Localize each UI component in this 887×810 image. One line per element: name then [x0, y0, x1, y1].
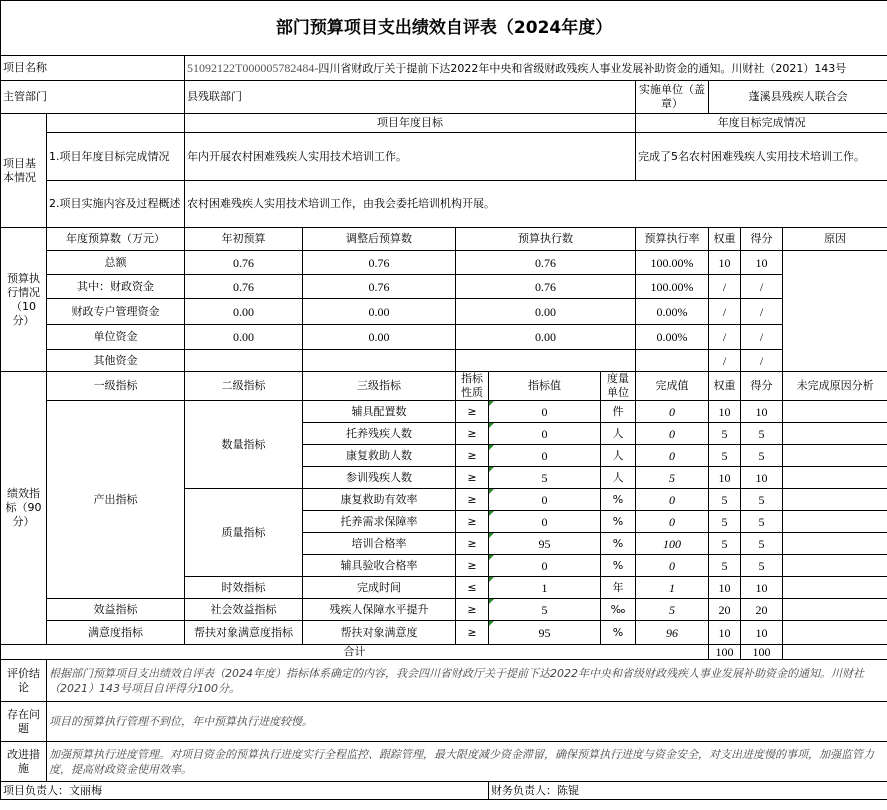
- header-initial-budget: 年初预算: [185, 228, 303, 251]
- unfinished-reason: [783, 621, 887, 645]
- indicator-nature: ≥: [456, 511, 489, 533]
- dept-label: 主管部门: [1, 81, 185, 114]
- indicator-nature: ≥: [456, 445, 489, 467]
- target-value: 5: [489, 467, 601, 489]
- execution-rate: 0.00%: [636, 325, 709, 350]
- table-row: [1, 275, 887, 299]
- level3-indicator: 托养残疾人数: [303, 423, 456, 445]
- problems-label: 存在问题: [1, 702, 47, 742]
- budget-item-label: 单位资金: [47, 325, 185, 350]
- budget-weight: /: [709, 275, 741, 299]
- level3-indicator: 残疾人保障水平提升: [303, 599, 456, 621]
- total-reason: [783, 645, 887, 660]
- goal-completion-label: 1.项目年度目标完成情况: [47, 133, 185, 181]
- level3-indicator: 完成时间: [303, 577, 456, 599]
- header-score: 得分: [741, 372, 783, 401]
- annual-goal-header: 项目年度目标: [185, 114, 636, 133]
- header-actual: 完成值: [636, 372, 709, 401]
- actual-value: 96: [636, 621, 709, 645]
- project-name-text: 四川省财政厅关于提前下达2022年中央和省级财政残疾人事业发展补助资金的通知。川财社（2021）143号: [318, 61, 847, 75]
- indicator-nature: ≥: [456, 555, 489, 577]
- budget-item-label: 其他资金: [47, 350, 185, 372]
- table-row: [1, 325, 887, 350]
- unfinished-reason: [783, 533, 887, 555]
- budget-item-label: 财政专户管理资金: [47, 299, 185, 325]
- executed-amount: 0.00: [456, 325, 636, 350]
- budget-weight: /: [709, 350, 741, 372]
- executed-amount: 0.76: [456, 251, 636, 275]
- target-value: 0: [489, 489, 601, 511]
- actual-value: 5: [636, 599, 709, 621]
- target-value: 0: [489, 511, 601, 533]
- measure-unit: 人: [601, 423, 636, 445]
- indicator-weight: 20: [709, 599, 741, 621]
- header-annual-budget: 年度预算数（万元）: [47, 228, 185, 251]
- level2-indicator: 数量指标: [185, 401, 303, 489]
- actual-value: 0: [636, 489, 709, 511]
- conclusion-text: 根据部门预算项目支出绩效自评表（2024年度）指标体系确定的内容，我会四川省财政厅关于提前下达2022年中央和省级财政残疾人事业发展补助资金的通知。川财社（2021）143号项目自评得分100分。: [47, 660, 887, 702]
- target-value: 1: [489, 577, 601, 599]
- indicator-weight: 10: [709, 467, 741, 489]
- table-row: [1, 251, 887, 275]
- indicator-weight: 5: [709, 533, 741, 555]
- budget-score: /: [741, 350, 783, 372]
- total-label: 合计: [1, 645, 709, 660]
- indicator-weight: 10: [709, 621, 741, 645]
- header-weight: 权重: [709, 372, 741, 401]
- target-value: 95: [489, 533, 601, 555]
- measure-unit: 人: [601, 467, 636, 489]
- table-row: [1, 372, 887, 401]
- target-value: 0: [489, 555, 601, 577]
- initial-budget: 0.76: [185, 275, 303, 299]
- level3-indicator: 培训合格率: [303, 533, 456, 555]
- execution-rate: 0.00%: [636, 299, 709, 325]
- measure-unit: %: [601, 533, 636, 555]
- table-row: [1, 350, 887, 372]
- measure-unit: 人: [601, 445, 636, 467]
- header-level1: 一级指标: [47, 372, 185, 401]
- goal-done-header: 年度目标完成情况: [636, 114, 887, 133]
- budget-score: /: [741, 275, 783, 299]
- impl-unit-label: 实施单位（盖章）: [636, 81, 709, 114]
- header-level2: 二级指标: [185, 372, 303, 401]
- annual-goal-text: 年内开展农村困难残疾人实用技术培训工作。: [185, 133, 636, 181]
- indicator-score: 10: [741, 577, 783, 599]
- target-value: 95: [489, 621, 601, 645]
- table-row: [1, 645, 887, 660]
- header-target: 指标值: [489, 372, 601, 401]
- level2-indicator: 时效指标: [185, 577, 303, 599]
- measure-unit: %: [601, 555, 636, 577]
- budget-item-label: 其中：财政资金: [47, 275, 185, 299]
- implementation-label: 2.项目实施内容及过程概述: [47, 181, 185, 228]
- indicator-nature: ≤: [456, 577, 489, 599]
- conclusion-label: 评价结论: [1, 660, 47, 702]
- improve-label: 改进措施: [1, 742, 47, 782]
- project-owner: 项目负责人：文丽梅: [1, 782, 489, 800]
- table-row: [1, 599, 887, 621]
- measure-unit: 件: [601, 401, 636, 423]
- target-value: 0: [489, 423, 601, 445]
- unfinished-reason: [783, 577, 887, 599]
- basic-info-label: 项目基本情况: [1, 114, 47, 228]
- initial-budget: [185, 350, 303, 372]
- indicator-score: 5: [741, 489, 783, 511]
- table-row: [1, 702, 887, 742]
- indicator-nature: ≥: [456, 533, 489, 555]
- budget-section-label: 预算执行情况（10分）: [1, 228, 47, 372]
- indicator-score: 10: [741, 621, 783, 645]
- indicator-nature: ≥: [456, 489, 489, 511]
- unfinished-reason: [783, 401, 887, 423]
- header-reason: 未完成原因分析: [783, 372, 887, 401]
- level3-indicator: 辅具验收合格率: [303, 555, 456, 577]
- measure-unit: %: [601, 489, 636, 511]
- adjusted-budget: 0.00: [303, 325, 456, 350]
- measure-unit: %: [601, 621, 636, 645]
- improve-text: 加强预算执行进度管理。对项目资金的预算执行进度实行全程监控、跟踪管理，最大限度减少资金滞留，确保预算执行进度与资金安全，对支出进度慢的事项，加强监管力度，提高财政资金使用效率。: [47, 742, 887, 782]
- header-level3: 三级指标: [303, 372, 456, 401]
- indicator-score: 5: [741, 533, 783, 555]
- impl-unit-value: 蓬溪县残疾人联合会: [709, 81, 887, 114]
- budget-weight: /: [709, 325, 741, 350]
- execution-rate: 100.00%: [636, 275, 709, 299]
- empty-cell: [47, 114, 185, 133]
- performance-section-label: 绩效指标（90分）: [1, 372, 47, 645]
- executed-amount: 0.00: [456, 299, 636, 325]
- header-nature: 指标性质: [456, 372, 489, 401]
- executed-amount: [456, 350, 636, 372]
- table-row: [1, 621, 887, 645]
- dept-value: 县残联部门: [185, 81, 636, 114]
- project-code: 51092122T000005782484-: [187, 60, 319, 75]
- initial-budget: 0.76: [185, 251, 303, 275]
- implementation-text: 农村困难残疾人实用技术培训工作，由我会委托培训机构开展。: [185, 181, 887, 228]
- level2-indicator: 帮扶对象满意度指标: [185, 621, 303, 645]
- indicator-nature: ≥: [456, 599, 489, 621]
- table-row: [1, 782, 887, 800]
- initial-budget: 0.00: [185, 325, 303, 350]
- indicator-nature: ≥: [456, 467, 489, 489]
- indicator-score: 5: [741, 511, 783, 533]
- budget-reason: [783, 251, 887, 372]
- budget-score: 10: [741, 251, 783, 275]
- executed-amount: 0.76: [456, 275, 636, 299]
- unfinished-reason: [783, 489, 887, 511]
- indicator-weight: 10: [709, 577, 741, 599]
- indicator-score: 5: [741, 423, 783, 445]
- actual-value: 0: [636, 511, 709, 533]
- unfinished-reason: [783, 511, 887, 533]
- header-weight: 权重: [709, 228, 741, 251]
- adjusted-budget: 0.76: [303, 251, 456, 275]
- actual-value: 0: [636, 555, 709, 577]
- indicator-weight: 5: [709, 445, 741, 467]
- level3-indicator: 托养需求保障率: [303, 511, 456, 533]
- execution-rate: [636, 350, 709, 372]
- unfinished-reason: [783, 445, 887, 467]
- target-value: 0: [489, 445, 601, 467]
- total-score: 100: [741, 645, 783, 660]
- initial-budget: 0.00: [185, 299, 303, 325]
- budget-weight: /: [709, 299, 741, 325]
- adjusted-budget: 0.00: [303, 299, 456, 325]
- adjusted-budget: [303, 350, 456, 372]
- header-adjusted-budget: 调整后预算数: [303, 228, 456, 251]
- indicator-score: 20: [741, 599, 783, 621]
- table-row: [1, 401, 887, 423]
- indicator-nature: ≥: [456, 621, 489, 645]
- level3-indicator: 康复救助人数: [303, 445, 456, 467]
- indicator-score: 10: [741, 401, 783, 423]
- header-executed: 预算执行数: [456, 228, 636, 251]
- measure-unit: ‰: [601, 599, 636, 621]
- unfinished-reason: [783, 555, 887, 577]
- indicator-weight: 5: [709, 555, 741, 577]
- finance-owner: 财务负责人：陈锟: [489, 782, 887, 800]
- budget-item-label: 总额: [47, 251, 185, 275]
- indicator-weight: 5: [709, 423, 741, 445]
- level2-indicator: 社会效益指标: [185, 599, 303, 621]
- table-row: [1, 228, 887, 251]
- budget-score: /: [741, 299, 783, 325]
- unfinished-reason: [783, 599, 887, 621]
- indicator-score: 10: [741, 467, 783, 489]
- table-row: [1, 299, 887, 325]
- actual-value: 0: [636, 445, 709, 467]
- project-name-label: 项目名称: [1, 56, 185, 81]
- indicator-weight: 5: [709, 489, 741, 511]
- actual-value: 100: [636, 533, 709, 555]
- indicator-weight: 5: [709, 511, 741, 533]
- goal-done-text: 完成了5名农村困难残疾人实用技术培训工作。: [636, 133, 887, 181]
- level3-indicator: 帮扶对象满意度: [303, 621, 456, 645]
- budget-weight: 10: [709, 251, 741, 275]
- level3-indicator: 康复救助有效率: [303, 489, 456, 511]
- indicator-nature: ≥: [456, 423, 489, 445]
- unfinished-reason: [783, 467, 887, 489]
- actual-value: 1: [636, 577, 709, 599]
- header-reason: 原因: [783, 228, 887, 251]
- indicator-score: 5: [741, 445, 783, 467]
- measure-unit: %: [601, 511, 636, 533]
- indicator-nature: ≥: [456, 401, 489, 423]
- target-value: 5: [489, 599, 601, 621]
- header-score: 得分: [741, 228, 783, 251]
- problems-text: 项目的预算执行管理不到位，年中预算执行进度较慢。: [47, 702, 887, 742]
- measure-unit: 年: [601, 577, 636, 599]
- page-title: 部门预算项目支出绩效自评表（2024年度）: [1, 1, 887, 56]
- total-weight: 100: [709, 645, 741, 660]
- actual-value: 5: [636, 467, 709, 489]
- level1-indicator: 效益指标: [47, 599, 185, 621]
- level1-indicator: 满意度指标: [47, 621, 185, 645]
- project-name-value: [185, 56, 887, 81]
- level3-indicator: 参训残疾人数: [303, 467, 456, 489]
- table-row: [1, 660, 887, 702]
- indicator-weight: 10: [709, 401, 741, 423]
- target-value: 0: [489, 401, 601, 423]
- actual-value: 0: [636, 401, 709, 423]
- budget-score: /: [741, 325, 783, 350]
- unfinished-reason: [783, 423, 887, 445]
- adjusted-budget: 0.76: [303, 275, 456, 299]
- actual-value: 0: [636, 423, 709, 445]
- indicator-score: 5: [741, 555, 783, 577]
- level1-indicator: 产出指标: [47, 401, 185, 599]
- level2-indicator: 质量指标: [185, 489, 303, 577]
- execution-rate: 100.00%: [636, 251, 709, 275]
- table-row: [1, 742, 887, 782]
- header-exec-rate: 预算执行率: [636, 228, 709, 251]
- header-unit: 度量单位: [601, 372, 636, 401]
- level3-indicator: 辅具配置数: [303, 401, 456, 423]
